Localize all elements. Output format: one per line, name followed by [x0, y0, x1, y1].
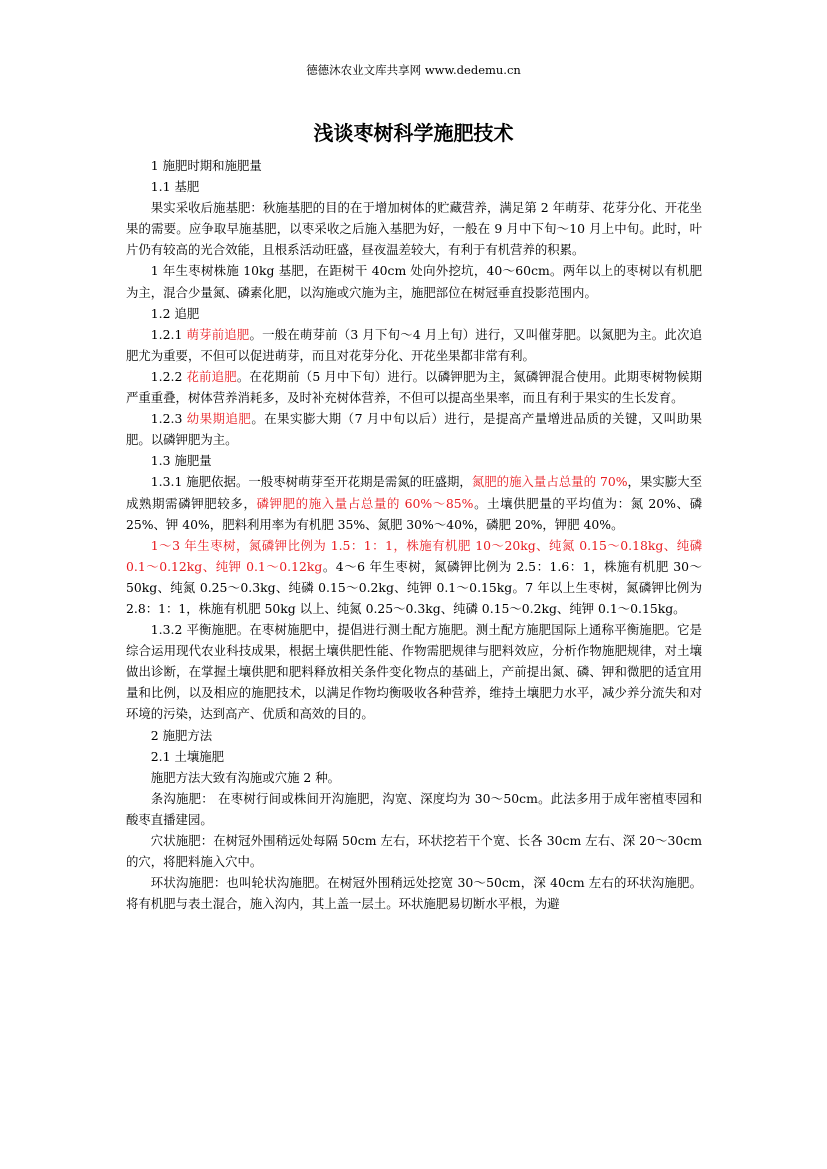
text-run: 1.1 基肥 — [150, 179, 200, 195]
text-run: 。一般在萌芽前（3 月下旬～4 月上旬）进行，又叫催芽肥。以氮肥为主。此次追肥尤为重要，不但可以促进萌芽，而且对花芽分化、开花坐果都非常有利。 — [126, 326, 703, 363]
paragraph — [126, 260, 702, 302]
paragraph — [126, 725, 702, 746]
paragraph — [126, 450, 702, 471]
paragraph — [126, 830, 702, 872]
text-run: 2.1 土壤施肥 — [150, 748, 225, 764]
text-run: 。在果实膨大期（7 月中旬以后）进行，是提高产量增进品质的关键，又叫助果肥。以磷钾肥为主。 — [126, 411, 703, 448]
highlighted-text: 萌芽前追肥 — [186, 326, 250, 342]
paragraph — [126, 767, 702, 788]
text-run: 。土壤供肥量的平均值为：氮 20%、磷 25%、钾 40%，肥料利用率为有机肥 35%、氮肥 30%～40%，磷肥 20%，钾肥 40%。 — [126, 495, 702, 532]
paragraph — [126, 619, 702, 724]
text-run: 1 施肥时期和施肥量 — [150, 158, 262, 173]
text-run: 2 施肥方法 — [150, 727, 213, 743]
text-run: 。在花期前（5 月中下旬）进行。以磷钾肥为主，氮磷钾混合使用。此期枣树物候期严重重叠，树体营养消耗多，及时补充树体营养，不但可以提高坐果率，而且有利于果实的生长发育。 — [126, 368, 702, 406]
text-run: 1.2.3 — [150, 411, 187, 427]
paragraph — [126, 366, 702, 408]
text-run: 1.2.2 — [150, 368, 187, 384]
paragraph — [126, 408, 702, 450]
text-run: 穴状施肥：在树冠外围稍远处每隔 50cm 左右，环状挖若干个宽、长各 30cm 左右、深 20～30cm 的穴，将肥料施入穴中。 — [126, 833, 702, 870]
highlighted-text: 花前追肥 — [186, 368, 237, 384]
text-run: 1.3.2 平衡施肥。在枣树施肥中，提倡进行测土配方施肥。测土配方施肥国际上通称平衡施肥。它是综合运用现代农业科技成果，根据土壤供肥性能、作物需肥规律与肥料效应，分析作物施肥规律，对土壤做出诊断，在掌握土壤供肥和肥料释放相关条件变化物点的基础上，产前提出氮、磷、钾和微肥的适宜用量和比例，以及相应的施肥技术，以满足作物均衡吸收各种营养，维持土壤肥力水平，减少养分流失和对环境的污染，达到高产、优质和高效的目的。 — [126, 622, 702, 722]
document-title: 浅谈枣树科学施肥技术 — [313, 121, 514, 145]
text-run: ，果实膨大至成熟期需磷钾肥较多， — [126, 474, 703, 511]
highlighted-text: 1～3 年生枣树，氮磷钾比例为 1.5：1：1，株施有机肥 10～20kg、纯氮 0.15～0.18kg、纯磷 0.1～0.12kg、纯钾 0.1～0.12kg — [126, 537, 702, 574]
document-body — [126, 155, 702, 914]
highlighted-text: 磷钾肥的施入量占总量的 60%～85% — [256, 495, 474, 511]
highlighted-text: 幼果期追肥 — [186, 411, 252, 427]
text-run: 条沟施肥： 在枣树行间或株间开沟施肥，沟宽、深度均为 30～50cm。此法多用于成年密植枣园和酸枣直播建园。 — [126, 790, 702, 827]
paragraph — [126, 303, 702, 324]
text-run: 1 年生枣树株施 10kg 基肥，在距树干 40cm 处向外挖坑，40～60cm。两年以上的枣树以有机肥为主，混合少量氮、磷素化肥，以沟施或穴施为主，施肥部位在树冠垂直投影范围内。 — [126, 263, 702, 300]
text-run: 环状沟施肥：也叫轮状沟施肥。在树冠外围稍远处挖宽 30～50cm，深 40cm 左右的环状沟施肥。将有机肥与表土混合，施入沟内，其上盖一层土。环状施肥易切断水平根，为避 — [126, 875, 702, 912]
text-run: 施肥方法大致有沟施或穴施 2 种。 — [150, 769, 341, 785]
text-run: 1.2.1 — [150, 326, 187, 342]
text-run: 。4～6 年生枣树，氮磷钾比例为 2.5：1.6：1，株施有机肥 30～50kg、纯氮 0.25～0.3kg、纯磷 0.15～0.2kg、纯钾 0.1～0.15kg。7 年以上生枣树，氮磷钾比例为 2.8：1：1，株施有机肥 50kg 以上、纯氮 0.25～0.3kg、纯磷 0.15～0.2kg、纯钾 0.1～0.15kg。 — [126, 558, 702, 616]
paragraph — [126, 788, 702, 830]
text-run: 果实采收后施基肥：秋施基肥的目的在于增加树体的贮藏营养，满足第 2 年萌芽、花芽分化、开花坐果的需要。应争取早施基肥，以枣采收之后施入基肥为好，一般在 9 月中下旬～10 月上中旬。此时，叶片仍有较高的光合效能，且根系活动旺盛，昼夜温差较大，有利于有机营养的积累。 — [126, 200, 702, 258]
paragraph — [126, 324, 702, 366]
text-run: 1.3.1 施肥依据。一般枣树萌芽至开花期是需氮的旺盛期， — [150, 474, 472, 490]
paragraph — [126, 176, 702, 197]
highlighted-text: 氮肥的施入量占总量的 70% — [471, 474, 628, 490]
paragraph — [126, 535, 702, 619]
paragraph — [126, 746, 702, 767]
text-run: 1.2 追肥 — [150, 305, 200, 321]
paragraph — [126, 471, 702, 534]
paragraph — [126, 197, 702, 260]
paragraph — [126, 155, 702, 176]
paragraph — [126, 872, 702, 914]
page-header: 德德沐农业文库共享网 www.dedemu.cn — [306, 63, 521, 77]
text-run: 1.3 施肥量 — [150, 453, 212, 469]
